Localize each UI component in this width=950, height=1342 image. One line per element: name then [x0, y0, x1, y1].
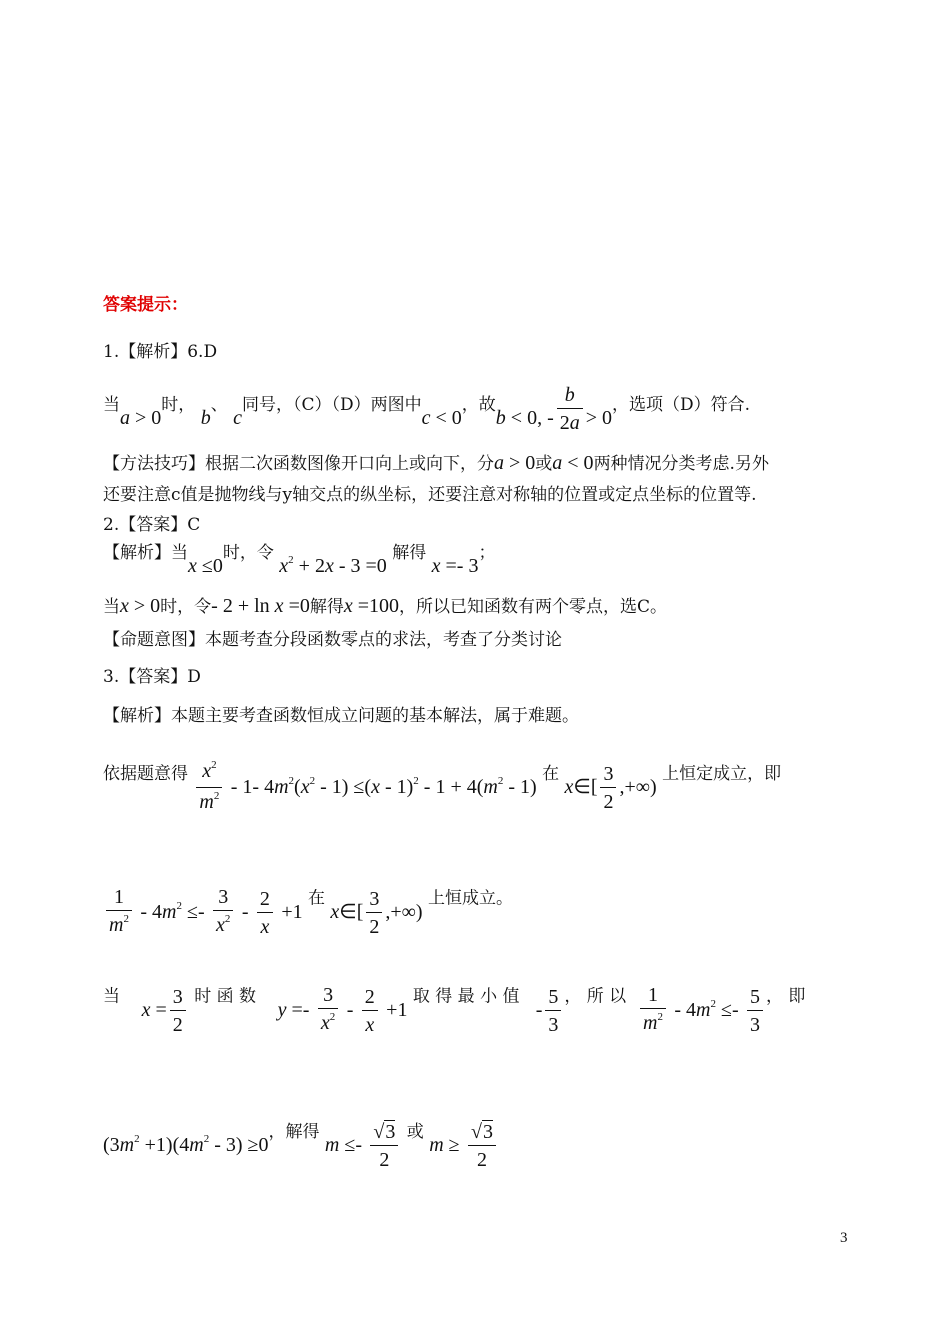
q1-explanation: 当a > 0时， b、 c同号，（C）（D）两图中c < 0，故b < 0, - $\frac{b}{2a}$ > 0，选项（D）符合. — [103, 384, 751, 434]
q2-explanation-2: 当x > 0时，令- 2 + ln x =0解得x =100，所以已知函数有两个零点，选C。 — [103, 595, 668, 617]
q1-line: 1.【解析】6.D — [103, 342, 218, 362]
q3-equation-2: $\frac{1}{m^2}$ - $4m^2$ ≤- $\frac{3}{x^2}$ - $\frac{2}{x}$ +1 在 x∈[ $\frac{3}{2}$ ,+∞) 上恒成立。 — [103, 870, 513, 928]
q3-answer: 3.【答案】D — [103, 667, 201, 687]
q3-equation-3: 当 x = $\frac{3}{2}$ 时 函 数 y =- $\frac{3}{x^2}$ - $\frac{2}{x}$ +1 取 得 最 小 值 - $\frac{5}{3}$ ， 所 以 $\frac{1}{m^2}$ - $4m^2$ ≤- $\frac{5}{3}$ ， 即 — [103, 984, 806, 1036]
q1-method-tip-2: 还要注意c值是抛物线与y轴交点的纵坐标，还要注意对称轴的位置或定点坐标的位置等. — [103, 485, 757, 505]
q2-intent: 【命题意图】本题考查分段函数零点的求法，考查了分类讨论 — [103, 630, 562, 650]
q2-explanation: 【解析】当x ≤0时，令 $x^2 + 2x - 3 =0$ 解得 x =- 3； — [103, 543, 496, 577]
q1-method-tip: 【方法技巧】根据二次函数图像开口向上或向下，分a > 0或a < 0两种情况分类考虑.另外 — [103, 452, 769, 474]
q3-explanation: 【解析】本题主要考查函数恒成立问题的基本解法，属于难题。 — [103, 706, 579, 726]
q3-equation-1: 依据题意得 $\frac{x^2}{m^2}$ - 1- $4m^2(x^2 - 1) \le(x - 1)^2 - 1 + 4(m^2 - 1)$ 在 x∈[ $\frac{3}{2}$ ,+∞) 上恒定成立，即 — [103, 759, 782, 813]
answer-hints-heading: 答案提示： — [103, 295, 188, 315]
q2-answer: 2.【答案】C — [103, 515, 201, 535]
page-number: 3 — [840, 1230, 848, 1246]
q3-result: $(3m^2 +1)(4m^2 - 3) \ge 0$，解得 m ≤- $\frac{√3}{2}$ 或 m ≥ $\frac{√3}{2}$ — [103, 1105, 499, 1160]
